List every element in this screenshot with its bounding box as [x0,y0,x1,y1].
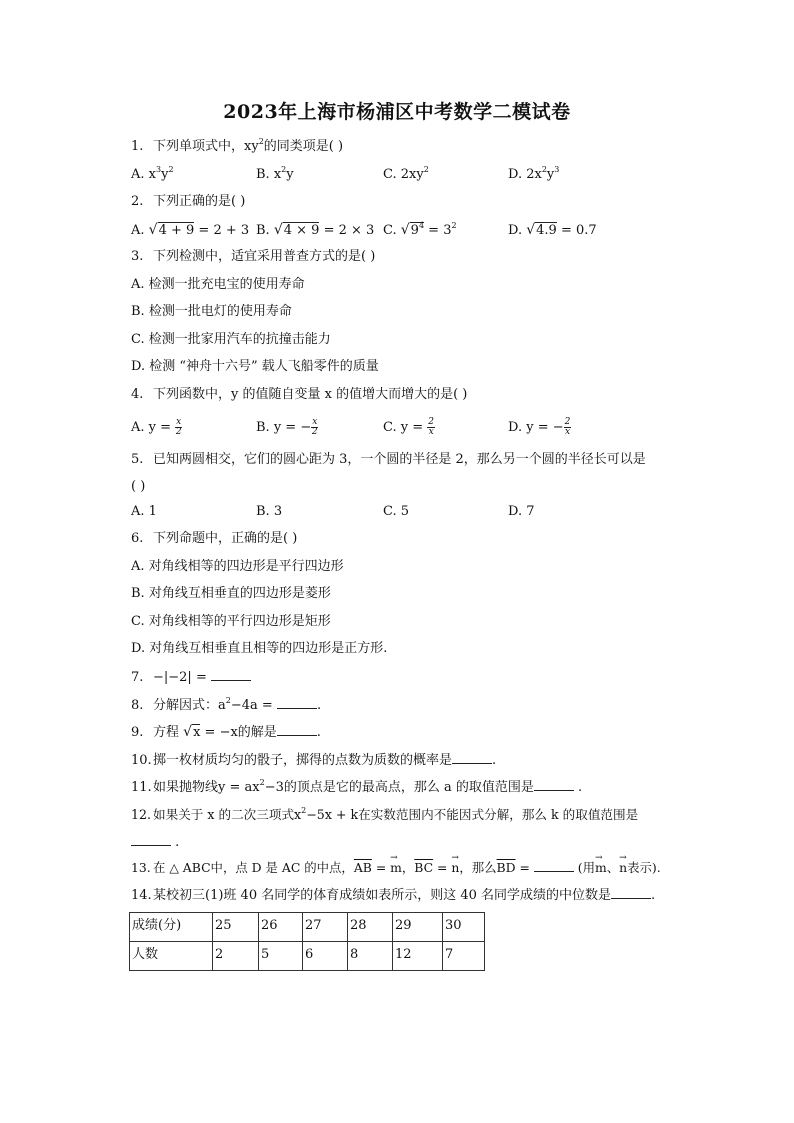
sqrt-icon: √ [183,724,193,740]
option-c: C. 5 [383,504,410,519]
question-5-stem-cont: ( ) [131,479,146,494]
table-cell: 8 [348,942,393,971]
question-number: 9. [131,725,144,740]
question-number: 2. [131,194,144,209]
question-number: 8. [131,698,144,713]
stem-text: 下列单项式中，xy [153,139,259,154]
stem-text: 的同类项是( ) [263,139,344,154]
question-13: 13. 在 △ ABC中，点 D 是 AC 的中点，$\overline{AB}$ = → m，$\overline{BC}$ = → n，那么$\overline{BD}$ = (用→ m、→ n表示). [131,860,661,876]
question-10: 10.掷一枚材质均匀的骰子，掷得的点数为质数的概率是 . [131,753,497,768]
option-b: B. 对角线互相垂直的四边形是菱形 [131,586,331,601]
table-cell: 5 [259,942,303,971]
question-3-stem [131,249,375,265]
fraction: $\frac{x}{2}$ [311,417,318,437]
question-8: 8. 分解因式：$a^2-4a$ = . [131,696,322,713]
answer-blank [611,887,651,899]
sqrt-icon: √ [273,222,283,238]
table-cell: 28 [348,913,393,942]
table-cell: 2 [213,942,259,971]
sqrt-icon: √ [526,222,536,238]
question-2-stem [131,194,245,210]
stem-text: 下列函数中，y 的值随自变量 x 的值增大而增大的是( ) [153,387,468,402]
question-12-cont: . [131,834,179,851]
option-d: D. 7 [508,504,535,519]
answer-blank [452,752,492,764]
option-a: A. √4 + 9 = 2 + 3 [131,222,250,238]
question-5-stem [131,452,646,468]
question-14: 14.某校初三(1)班 40 名同学的体育成绩如表所示，则这 40 名同学成绩的中位数是 . [131,888,656,903]
answer-blank [211,669,251,681]
answer-blank [277,697,317,709]
question-number: 11. [131,780,152,795]
vector-bd: $\overline{BD}$ [496,860,516,875]
fraction: $\frac{x}{2}$ [175,417,182,437]
option-d: D. 检测 “神舟十六号” 载人飞船零件的质量 [131,359,379,374]
fraction: $\frac{2}{x}$ [564,417,571,437]
question-number: 6. [131,531,144,546]
answer-blank [534,860,574,872]
page-title: 2023年上海市杨浦区中考数学二模试卷 [223,101,571,123]
table-cell: 12 [393,942,443,971]
table-cell: 27 [303,913,348,942]
question-number: 12. [131,807,152,822]
option-b: B. 3 [256,504,283,519]
table-row [130,942,485,971]
question-number: 10. [131,753,152,768]
question-number: 1. [131,139,144,154]
option-c: C. $√9^4 = 3^2$ [383,221,457,238]
stem-text: 下列检测中，适宜采用普查方式的是( ) [153,249,376,264]
stem-text: 下列正确的是( ) [153,194,246,209]
option-c: C. 对角线相等的平行四边形是矩形 [131,614,331,629]
table-cell: 人数 [130,942,213,971]
table-row [130,913,485,942]
answer-blank [131,834,171,846]
option-c: C. $2xy^2$ [383,165,429,182]
stem-text: 已知两圆相交，它们的圆心距为 3，一个圆的半径是 2，那么另一个圆的半径长可以是 [153,452,646,467]
question-number: 7. [131,670,144,685]
sqrt-icon: √ [148,222,158,238]
exponent: 2 [258,137,264,146]
table-cell: 成绩(分) [130,913,213,942]
option-d: D. √4.9 = 0.7 [508,222,597,238]
question-number: 5. [131,452,144,467]
option-c: C. y = $\frac{2}{x}$ [383,417,434,437]
sqrt-icon: √ [400,222,410,238]
table-cell: 25 [213,913,259,942]
option-a: A. $x^3y^2$ [131,165,174,182]
table-cell: 26 [259,913,303,942]
option-a: A. y = $\frac{x}{2}$ [131,417,182,437]
question-number: 14. [131,888,152,903]
scores-table [129,912,485,971]
answer-blank [534,779,574,791]
question-4-stem [131,387,467,403]
option-b: B. $x^2y$ [256,165,294,182]
table-cell: 7 [443,942,485,971]
question-1-stem [131,139,343,155]
option-b: B. √4 × 9 = 2 × 3 [256,222,375,238]
vector-ab: $\overline{AB}$ [353,860,372,875]
question-12: 12. 如果关于 x 的二次三项式$x^2-5x + k$在实数范围内不能因式分解，那么 k 的取值范围是 [131,806,639,822]
stem-text: 下列命题中，正确的是( ) [153,531,298,546]
table-cell: 30 [443,913,485,942]
vector-m: → m [390,860,402,876]
question-7: 7. −|−2| = [131,669,251,686]
question-number: 4. [131,387,144,402]
option-d: D. 对角线互相垂直且相等的四边形是正方形. [131,641,388,656]
option-d: D. y = − $\frac{2}{x}$ [508,417,571,437]
table-cell: 6 [303,942,348,971]
option-b: B. 检测一批电灯的使用寿命 [131,304,292,319]
question-number: 3. [131,249,144,264]
vector-n: → n [451,860,459,876]
answer-blank [277,724,317,736]
question-number: 13. [131,860,151,875]
option-c: C. 检测一批家用汽车的抗撞击能力 [131,332,331,347]
option-a: A. 检测一批充电宝的使用寿命 [131,277,305,292]
question-6-stem [131,531,297,547]
question-9: 9. 方程 √x = −x的解是 . [131,724,321,740]
question-11: 11.如果抛物线$y = ax^2-3$的顶点是它的最高点，那么 a 的取值范围是 . [131,778,583,795]
option-d: D. $2x^2y^3$ [508,165,560,182]
table-cell: 29 [393,913,443,942]
fraction: $\frac{2}{x}$ [428,417,434,437]
vector-bc: $\overline{BC}$ [414,860,434,875]
option-b: B. y = − $\frac{x}{2}$ [256,417,318,437]
option-a: A. 1 [131,504,157,519]
option-a: A. 对角线相等的四边形是平行四边形 [131,559,344,574]
